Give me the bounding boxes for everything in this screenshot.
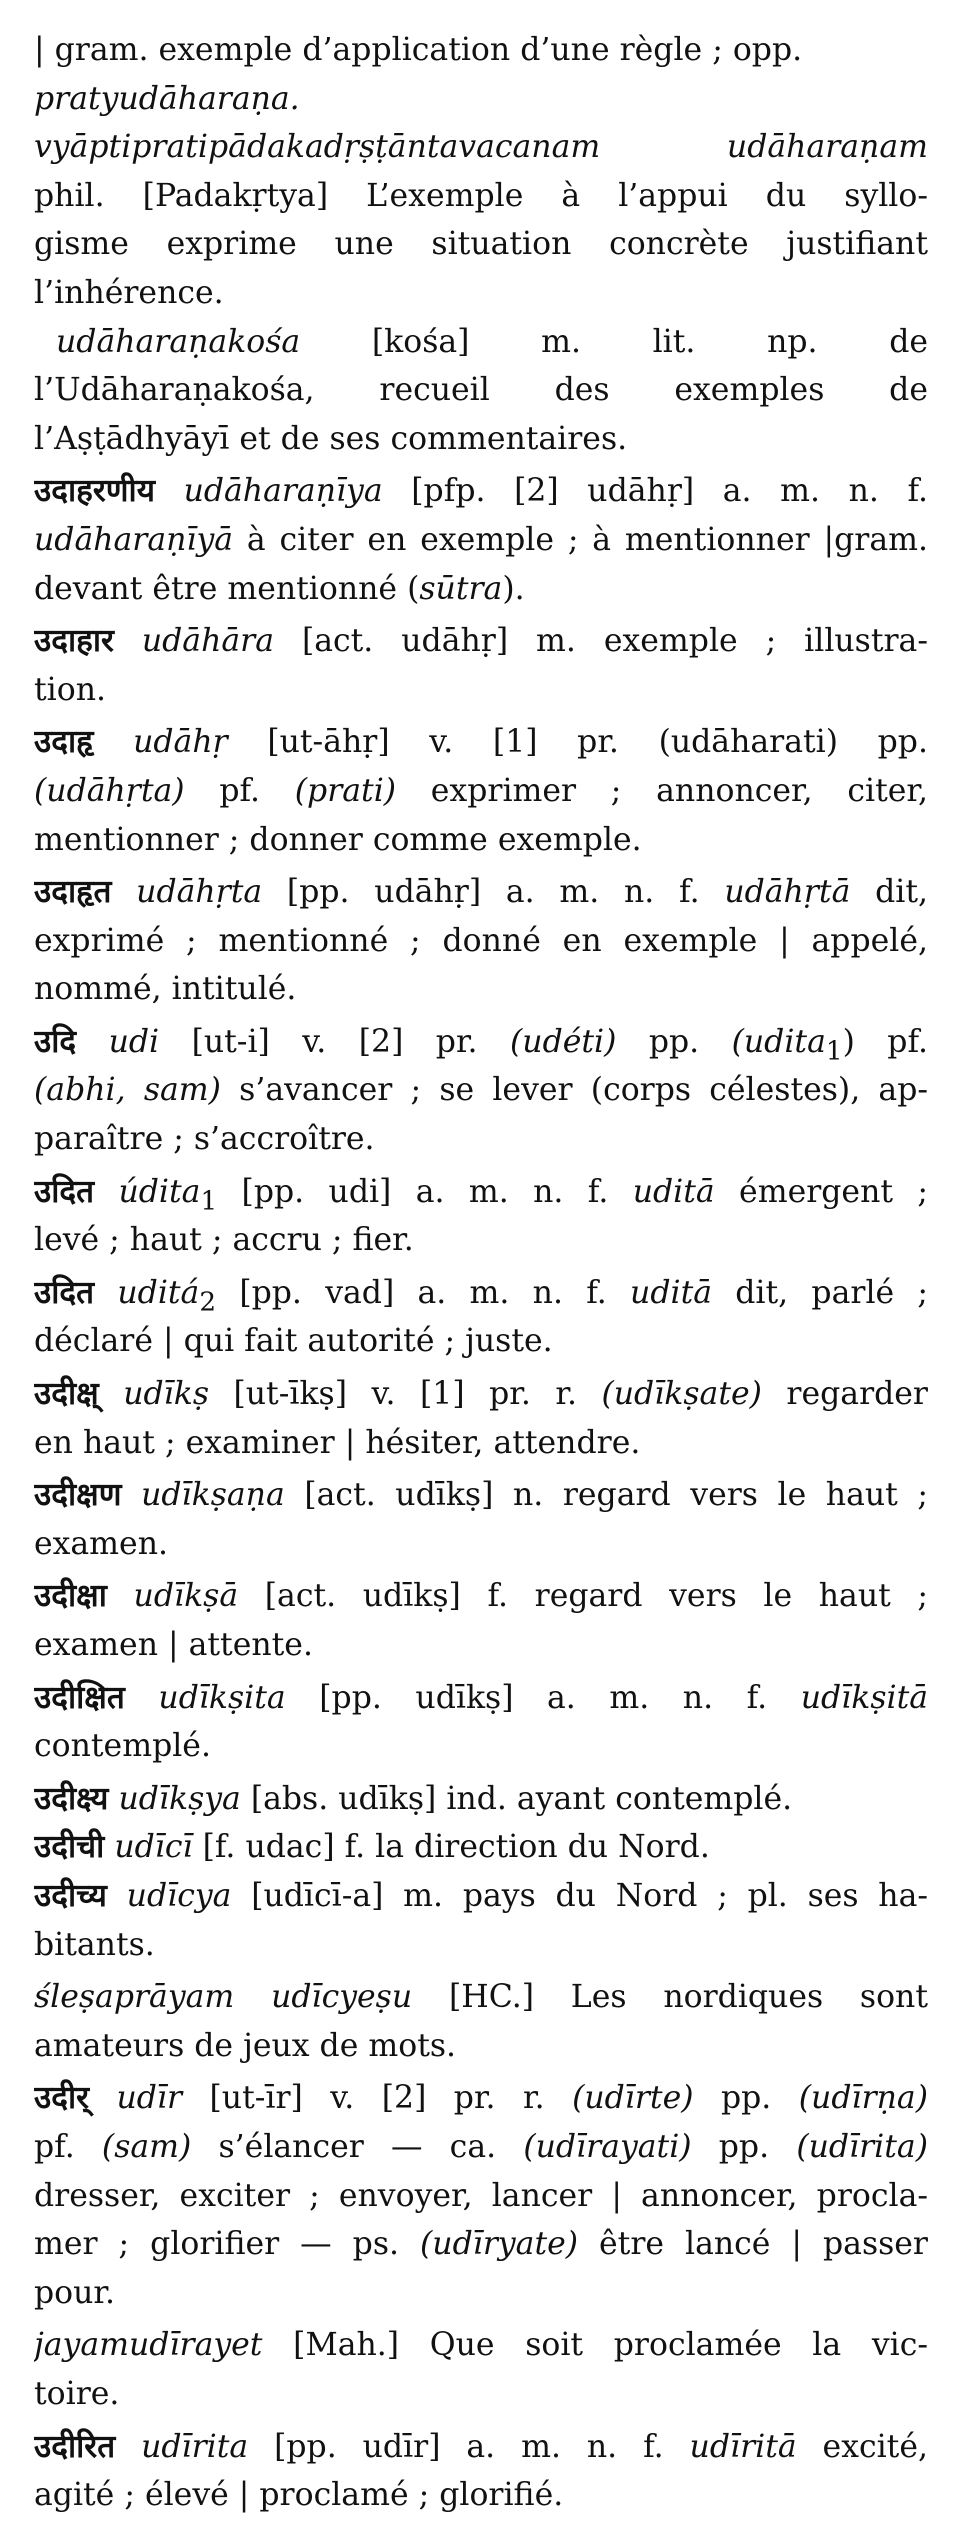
text-line: agité ; élevé | proclamé ; glorifié. xyxy=(34,2477,564,2514)
devanagari-headword: उदीची xyxy=(34,1828,105,1866)
devanagari-headword: उदीक्ष्य xyxy=(34,1779,109,1817)
entry-udir xyxy=(34,2074,928,2317)
text-line: déclaré | qui fait autorité ; juste. xyxy=(34,1323,553,1360)
text-line: phil. [Padakṛtya] L’exemple à l’appui du syllo- xyxy=(34,177,928,214)
devanagari-headword: उदाहृत xyxy=(34,873,112,911)
entry-udaharana-cont xyxy=(34,26,928,318)
entry-udita-2 xyxy=(34,1269,928,1366)
text-line: levé ; haut ; accru ; fier. xyxy=(34,1222,414,1259)
devanagari-headword: उदीर् xyxy=(34,2079,90,2117)
devanagari-headword: उदीच्य xyxy=(34,1876,107,1914)
headword-line: उदाहार udāhāra [act. udāhṛ] m. exemple ; illustra- xyxy=(34,622,928,660)
text-line: amateurs de jeux de mots. xyxy=(34,2027,457,2064)
text-line: pratyudāharaṇa. xyxy=(34,80,300,117)
devanagari-headword: उदाहरणीय xyxy=(34,472,155,510)
devanagari-headword: उदाहृ xyxy=(34,723,94,761)
headword-line: उदीक्षण udīkṣaṇa [act. udīkṣ] n. regard vers le haut ; xyxy=(34,1476,928,1514)
devanagari-headword: उदीक्षा xyxy=(34,1577,107,1615)
headword-line: उदि udi [ut-i] v. [2] pr. (udéti) pp. (udita$_1$) pf. xyxy=(34,1022,928,1067)
text-line: śleṣaprāyam udīcyeṣu [HC.] Les nordiques sont xyxy=(34,1979,928,2016)
text-line: (abhi, sam) s’avancer ; se lever (corps célestes), ap- xyxy=(34,1072,928,1109)
text-line: pour. xyxy=(34,2274,116,2311)
entry-udiksita xyxy=(34,1674,928,1771)
entry-udahrta xyxy=(34,868,928,1014)
text-line: contemplé. xyxy=(34,1728,211,1765)
citation-jayam xyxy=(34,2321,928,2418)
text-line: gisme exprime une situation concrète justifiant xyxy=(34,226,928,263)
entry-udi xyxy=(34,1018,928,1164)
text-line: nommé, intitulé. xyxy=(34,971,297,1008)
devanagari-headword: उदित xyxy=(34,1273,95,1311)
text-line: en haut ; examiner | hésiter, attendre. xyxy=(34,1424,641,1461)
entry-udici xyxy=(34,1823,928,1872)
headword-line: उदीर् udīr [ut-īr] v. [2] pr. r. (udīrte) pp. (udīrṇa) xyxy=(34,2079,928,2117)
headword-line: उदीक्ष्य udīkṣya [abs. udīkṣ] ind. ayant contemplé. xyxy=(34,1779,793,1817)
devanagari-headword: उदीरित xyxy=(34,2427,116,2465)
entry-udahara xyxy=(34,617,928,714)
headword-line: उदीक्षित udīkṣita [pp. udīkṣ] a. m. n. f. udīkṣitā xyxy=(34,1678,928,1716)
headword-line: उदाहरणीय udāharaṇīya [pfp. [2] udāhṛ] a. m. n. f. xyxy=(34,472,928,510)
text-line: examen. xyxy=(34,1525,168,1562)
citation-slesa xyxy=(34,1973,928,2070)
headword-line: उदाहृत udāhṛta [pp. udāhṛ] a. m. n. f. udāhṛtā dit, xyxy=(34,873,928,911)
text-line: tion. xyxy=(34,671,106,708)
entry-udaharaniya xyxy=(34,467,928,613)
entry-udaharanakosa xyxy=(34,318,928,464)
entry-udiksana xyxy=(34,1471,928,1568)
entry-udiksa xyxy=(34,1572,928,1669)
headword-line: उदीक्ष् udīkṣ [ut-īkṣ] v. [1] pr. r. (udīkṣate) regarder xyxy=(34,1375,928,1413)
text-line: udāharaṇīyā à citer en exemple ; à mentionner |gram. xyxy=(34,521,928,558)
text-line: devant être mentionné (sūtra). xyxy=(34,570,525,607)
devanagari-headword: उदीक्षित xyxy=(34,1678,125,1716)
entry-udita-1 xyxy=(34,1168,928,1265)
text-line: (udāhṛta) pf. (prati) exprimer ; annoncer, citer, xyxy=(34,772,928,809)
text-line: exprimé ; mentionné ; donné en exemple | appelé, xyxy=(34,922,928,959)
devanagari-headword: उदीक्ष् xyxy=(34,1375,99,1413)
text-line: l’Udāharaṇakośa, recueil des exemples de xyxy=(34,372,928,409)
text-line: jayamudīrayet [Mah.] Que soit proclamée la vic- xyxy=(34,2327,928,2364)
text-line: toire. xyxy=(34,2375,120,2412)
entry-udiks xyxy=(34,1370,928,1467)
headword-line: उदीरित udīrita [pp. udīr] a. m. n. f. udīritā excité, xyxy=(34,2427,928,2465)
headword-line: उदाहृ udāhṛ [ut-āhṛ] v. [1] pr. (udāharati) pp. xyxy=(34,723,928,761)
text-line: bitants. xyxy=(34,1926,155,1963)
headword-line: उदित uditá$_2$ [pp. vad] a. m. n. f. uditā dit, parlé ; xyxy=(34,1273,928,1318)
headword-line: उदीच्य udīcya [udīcī-a] m. pays du Nord ; pl. ses ha- xyxy=(34,1876,928,1914)
text-line: examen | attente. xyxy=(34,1627,313,1663)
headword-line: उदित údita$_1$ [pp. udi] a. m. n. f. uditā émergent ; xyxy=(34,1172,928,1216)
text-line: dresser, exciter ; envoyer, lancer | annoncer, procla- xyxy=(34,2177,928,2214)
devanagari-headword: उदाहार xyxy=(34,622,114,660)
entry-udirita xyxy=(34,2423,928,2520)
text-line: paraître ; s’accroître. xyxy=(34,1121,375,1158)
text-line: vyāptipratipādakadṛṣṭāntavacanam udāharaṇam xyxy=(34,129,928,166)
headword-line: उदीक्षा udīkṣā [act. udīkṣ] f. regard vers le haut ; xyxy=(34,1577,928,1615)
devanagari-headword: उदित xyxy=(34,1172,95,1210)
entry-udiksya xyxy=(34,1775,928,1824)
text-line: l’Aṣṭādhyāyī et de ses commentaires. xyxy=(34,420,628,457)
devanagari-headword: उदीक्षण xyxy=(34,1476,122,1514)
text-line: | gram. exemple d’application d’une règle ; opp. xyxy=(34,32,803,68)
text-line: udāharaṇakośa [kośa] m. lit. np. de xyxy=(56,323,928,360)
text-line: l’inhérence. xyxy=(34,274,224,311)
text-line: mentionner ; donner comme exemple. xyxy=(34,821,642,858)
text-line: mer ; glorifier — ps. (udīryate) être lancé | passer xyxy=(34,2226,928,2263)
headword-line: उदीची udīcī [f. udac] f. la direction du Nord. xyxy=(34,1828,710,1866)
devanagari-headword: उदि xyxy=(34,1022,77,1060)
text-line: pf. (sam) s’élancer — ca. (udīrayati) pp. (udīrita) xyxy=(34,2128,928,2165)
entry-udicya xyxy=(34,1872,928,1969)
entry-udahr xyxy=(34,718,928,864)
